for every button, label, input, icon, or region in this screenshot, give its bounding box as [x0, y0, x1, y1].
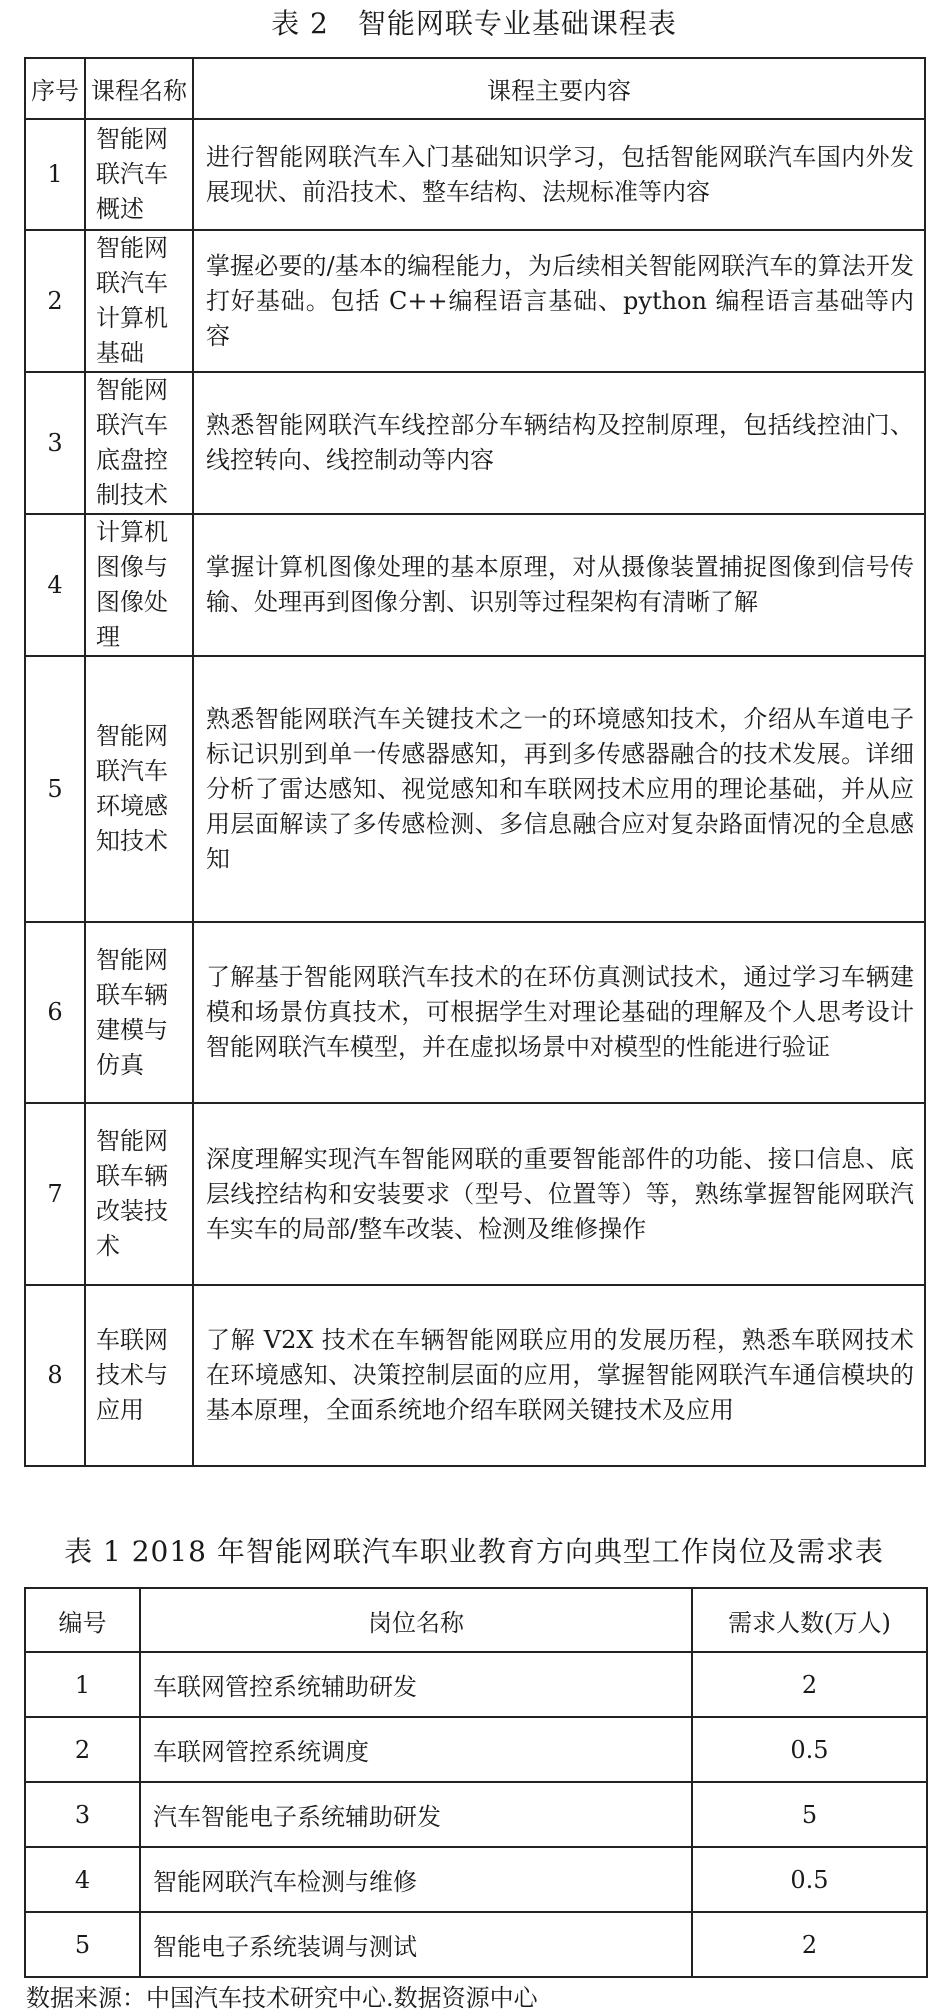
header-course-content: 课程主要内容 [193, 58, 925, 119]
table-row [25, 230, 925, 372]
course-name: 智能网联汽车计算机基础 [85, 230, 193, 372]
table-row [25, 1285, 925, 1466]
table-row [25, 1717, 927, 1782]
course-num: 7 [25, 1103, 85, 1285]
course-content: 熟悉智能网联汽车关键技术之一的环境感知技术，介绍从车道电子标记识别到单一传感器感知，再到多传感器融合的技术发展。详细分析了雷达感知、视觉感知和车联网技术应用的理论基础，并从应用层面解读了多传感检测、多信息融合应对复杂路面情况的全息感知 [193, 656, 925, 922]
course-content: 掌握计算机图像处理的基本原理，对从摄像装置捕捉图像到信号传输、处理再到图像分割、识别等过程架构有清晰了解 [193, 514, 925, 656]
course-name: 计算机图像与图像处理 [85, 514, 193, 656]
table-row [25, 922, 925, 1103]
table-row [25, 1652, 927, 1717]
course-name: 车联网技术与应用 [85, 1285, 193, 1466]
course-content: 熟悉智能网联汽车线控部分车辆结构及控制原理，包括线控油门、线控转向、线控制动等内容 [193, 372, 925, 514]
course-num: 2 [25, 230, 85, 372]
job-num: 1 [25, 1652, 140, 1717]
job-num: 3 [25, 1782, 140, 1847]
table-row [25, 1912, 927, 1977]
course-name: 智能网联车辆改装技术 [85, 1103, 193, 1285]
course-name: 智能网联汽车概述 [85, 119, 193, 230]
header-course-name: 课程名称 [85, 58, 193, 119]
header-demand: 需求人数(万人) [692, 1588, 927, 1652]
job-table-header-row [25, 1588, 927, 1652]
course-num: 6 [25, 922, 85, 1103]
job-demand: 0.5 [692, 1717, 927, 1782]
course-num: 3 [25, 372, 85, 514]
course-table [24, 57, 926, 1467]
job-num: 2 [25, 1717, 140, 1782]
course-name: 智能网联车辆建模与仿真 [85, 922, 193, 1103]
course-num: 1 [25, 119, 85, 230]
job-position: 汽车智能电子系统辅助研发 [140, 1782, 692, 1847]
header-num: 序号 [25, 58, 85, 119]
job-demand-table [24, 1587, 928, 1978]
course-table-header-row [25, 58, 925, 119]
job-num: 4 [25, 1847, 140, 1912]
table-row [25, 1103, 925, 1285]
course-num: 4 [25, 514, 85, 656]
table-row [25, 1782, 927, 1847]
course-num: 5 [25, 656, 85, 922]
data-source-note: 数据来源：中国汽车技术研究中心.数据资源中心 [26, 1984, 538, 2012]
course-content: 了解 V2X 技术在车辆智能网联应用的发展历程，熟悉车联网技术在环境感知、决策控制层面的应用，掌握智能网联汽车通信模块的基本原理，全面系统地介绍车联网关键技术及应用 [193, 1285, 925, 1466]
course-name: 智能网联汽车环境感知技术 [85, 656, 193, 922]
job-num: 5 [25, 1912, 140, 1977]
table-row [25, 656, 925, 922]
table-row [25, 372, 925, 514]
course-content: 深度理解实现汽车智能网联的重要智能部件的功能、接口信息、底层线控结构和安装要求（型号、位置等）等，熟练掌握智能网联汽车实车的局部/整车改装、检测及维修操作 [193, 1103, 925, 1285]
table-row [25, 119, 925, 230]
job-position: 智能网联汽车检测与维修 [140, 1847, 692, 1912]
job-demand: 2 [692, 1652, 927, 1717]
header-position-name: 岗位名称 [140, 1588, 692, 1652]
table-row [25, 1847, 927, 1912]
course-content: 进行智能网联汽车入门基础知识学习，包括智能网联汽车国内外发展现状、前沿技术、整车结构、法规标准等内容 [193, 119, 925, 230]
job-position: 车联网管控系统辅助研发 [140, 1652, 692, 1717]
course-name: 智能网联汽车底盘控制技术 [85, 372, 193, 514]
job-demand: 0.5 [692, 1847, 927, 1912]
job-demand: 5 [692, 1782, 927, 1847]
course-num: 8 [25, 1285, 85, 1466]
job-demand: 2 [692, 1912, 927, 1977]
course-content: 了解基于智能网联汽车技术的在环仿真测试技术，通过学习车辆建模和场景仿真技术，可根据学生对理论基础的理解及个人思考设计智能网联汽车模型，并在虚拟场景中对模型的性能进行验证 [193, 922, 925, 1103]
table1-caption: 表 1 2018 年智能网联汽车职业教育方向典型工作岗位及需求表 [64, 1535, 884, 1568]
job-position: 智能电子系统装调与测试 [140, 1912, 692, 1977]
job-position: 车联网管控系统调度 [140, 1717, 692, 1782]
table2-caption: 表 2 智能网联专业基础课程表 [271, 7, 677, 40]
table-row [25, 514, 925, 656]
header-id: 编号 [25, 1588, 140, 1652]
course-content: 掌握必要的/基本的编程能力，为后续相关智能网联汽车的算法开发打好基础。包括 C++编程语言基础、python 编程语言基础等内容 [193, 230, 925, 372]
